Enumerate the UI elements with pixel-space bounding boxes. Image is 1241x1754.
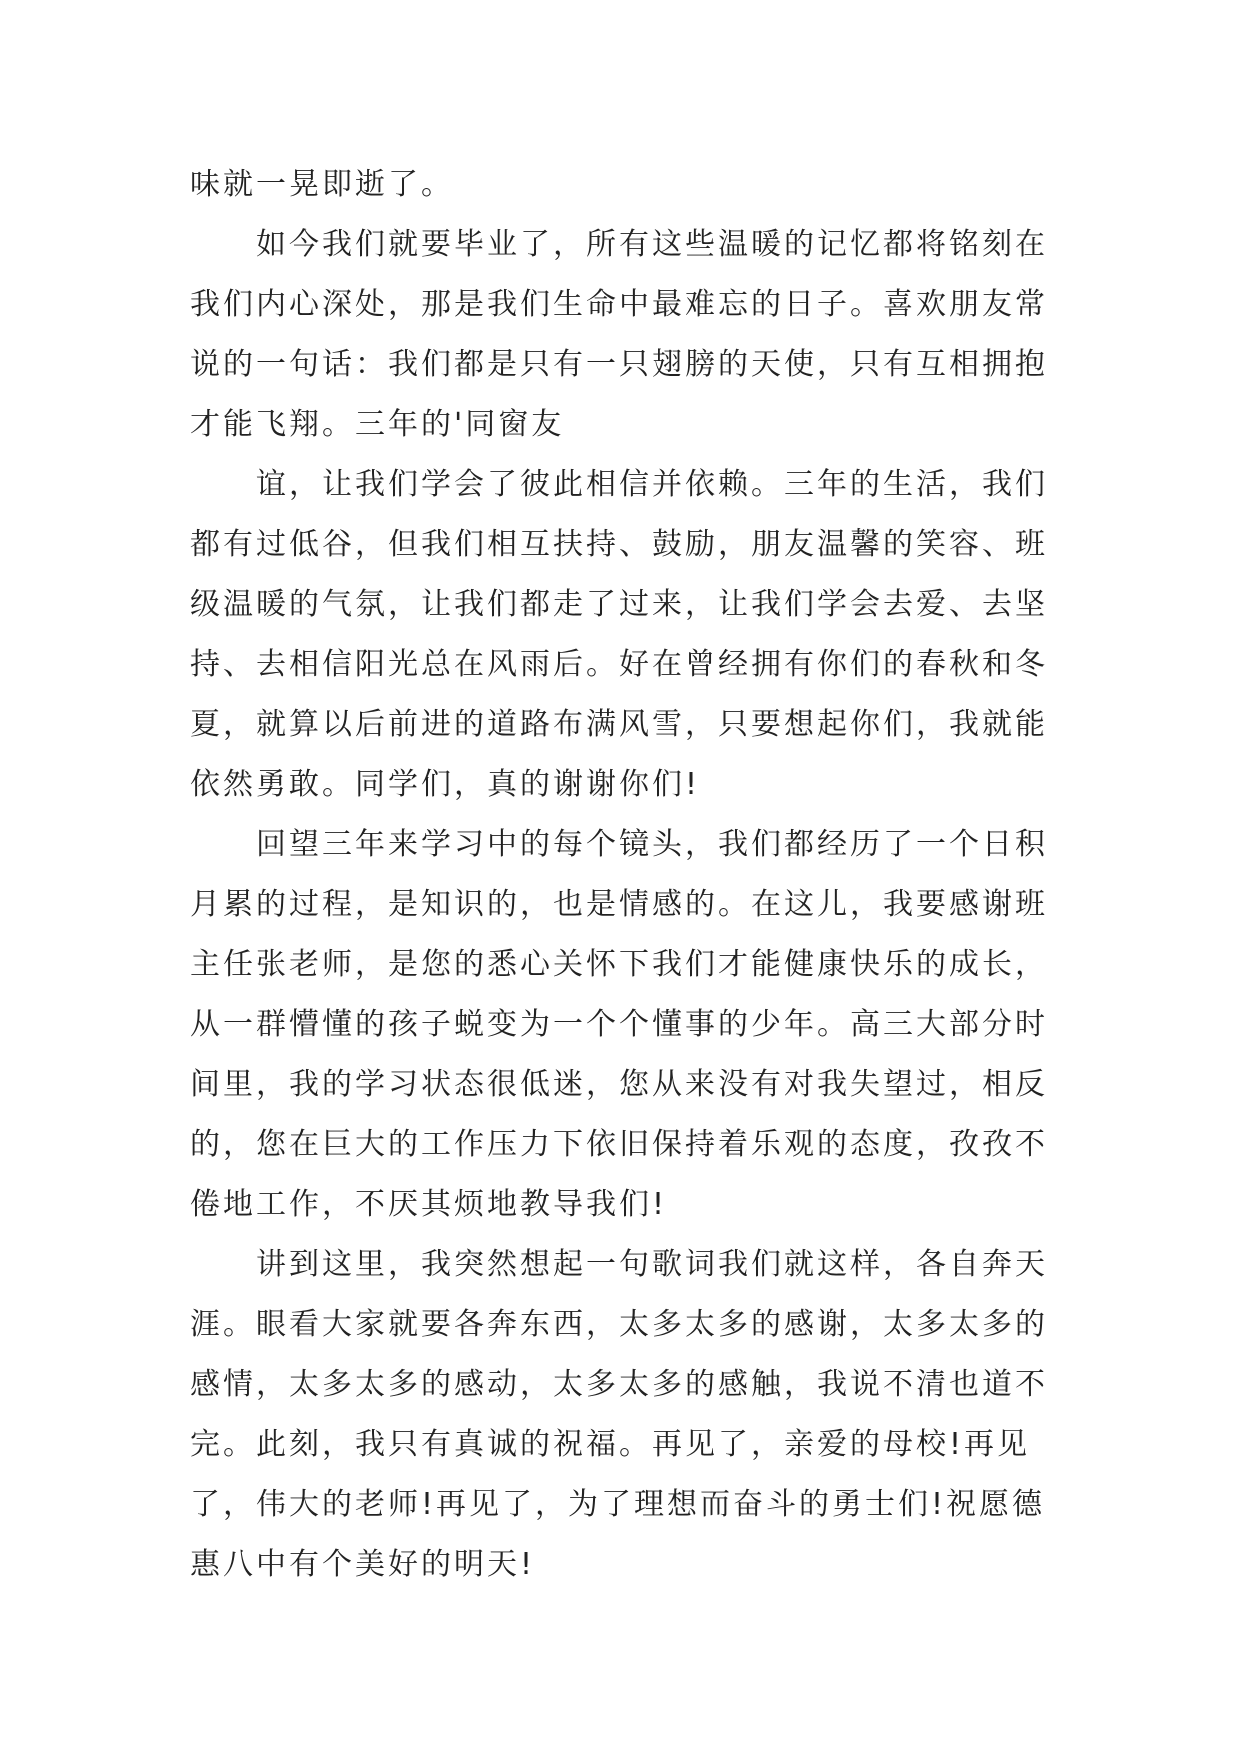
document-body (190, 155, 1050, 1595)
text-line: 间里，我的学习状态很低迷，您从来没有对我失望过，相反 (190, 1067, 1048, 1102)
text-line: 回望三年来学习中的每个镜头，我们都经历了一个日积 (256, 827, 1048, 862)
text-line: 夏，就算以后前进的道路布满风雪，只要想起你们，我就能 (190, 707, 1048, 742)
text-line: 月累的过程，是知识的，也是情感的。在这儿，我要感谢班 (190, 887, 1048, 922)
text-line: 依然勇敢。同学们，真的谢谢你们! (190, 767, 701, 802)
text-line: 从一群懵懂的孩子蜕变为一个个懂事的少年。高三大部分时 (190, 1007, 1048, 1042)
text-line: 我们内心深处，那是我们生命中最难忘的日子。喜欢朋友常 (190, 287, 1048, 322)
text-line: 涯。眼看大家就要各奔东西，太多太多的感谢，太多太多的 (190, 1307, 1048, 1342)
text-line: 惠八中有个美好的明天! (190, 1547, 536, 1582)
text-line: 了，伟大的老师!再见了，为了理想而奋斗的勇士们!祝愿德 (190, 1487, 1046, 1522)
text-line: 说的一句话：我们都是只有一只翅膀的天使，只有互相拥抱 (190, 347, 1048, 382)
text-line: 感情，太多太多的感动，太多太多的感触，我说不清也道不 (190, 1367, 1048, 1402)
text-line: 谊，让我们学会了彼此相信并依赖。三年的生活，我们 (256, 467, 1048, 502)
text-line: 讲到这里，我突然想起一句歌词我们就这样，各自奔天 (256, 1247, 1048, 1282)
text-line: 如今我们就要毕业了，所有这些温暖的记忆都将铭刻在 (256, 227, 1048, 262)
text-line: 主任张老师，是您的悉心关怀下我们才能健康快乐的成长， (190, 947, 1048, 982)
text-line: 倦地工作，不厌其烦地教导我们! (190, 1187, 668, 1222)
text-line: 才能飞翔。三年的'同窗友 (190, 407, 565, 442)
text-line: 完。此刻，我只有真诚的祝福。再见了，亲爱的母校!再见 (190, 1427, 1031, 1462)
text-line: 的，您在巨大的工作压力下依旧保持着乐观的态度，孜孜不 (190, 1127, 1048, 1162)
text-line: 级温暖的气氛，让我们都走了过来，让我们学会去爱、去坚 (190, 587, 1048, 622)
text-line: 都有过低谷，但我们相互扶持、鼓励，朋友温馨的笑容、班 (190, 527, 1048, 562)
text-line: 味就一晃即逝了。 (190, 167, 454, 202)
text-line: 持、去相信阳光总在风雨后。好在曾经拥有你们的春秋和冬 (190, 647, 1048, 682)
